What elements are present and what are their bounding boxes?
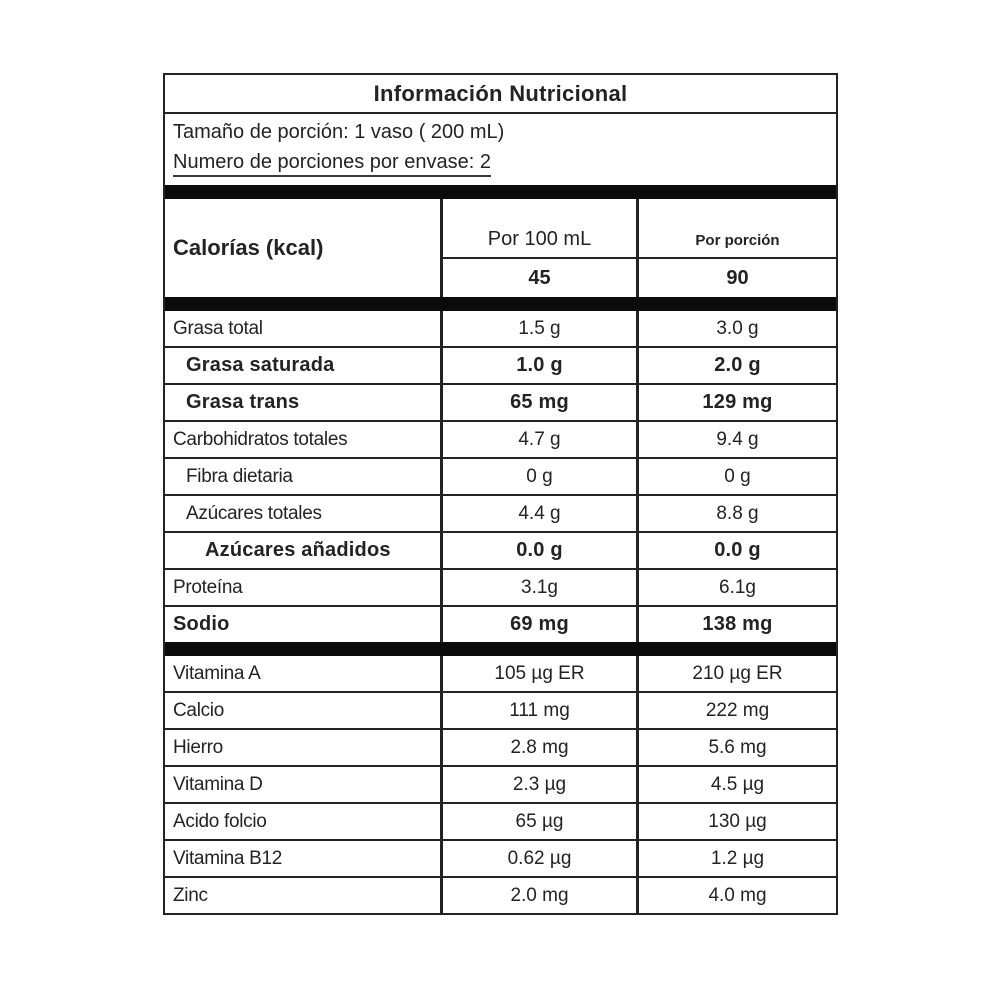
nutrient-value-per-100ml: 0.62 µg [443,841,639,876]
nutrient-row [165,346,836,383]
nutrient-row [165,311,836,346]
nutrient-value-per-100ml: 0 g [443,459,639,494]
nutrient-label: Hierro [165,730,443,765]
nutrient-value-per-portion: 130 µg [708,810,767,832]
nutrient-label: Proteína [165,570,443,605]
nutrient-value-per-100ml: 69 mg [443,607,639,642]
label-title: Información Nutricional [165,75,836,114]
nutrient-row [165,420,836,457]
nutrient-value-per-100ml: 111 mg [443,693,639,728]
nutrient-value-per-portion: 129 mg [702,391,773,413]
nutrient-label: Vitamina B12 [165,841,443,876]
nutrient-value-per-portion: 210 µg ER [692,662,783,684]
nutrient-row [165,568,836,605]
nutrient-value-per-100ml: 65 mg [443,385,639,420]
nutrient-row [165,494,836,531]
nutrient-row [165,876,836,913]
nutrient-value-per-100ml: 4.7 g [443,422,639,457]
per-portion-header: Por porción [639,199,836,259]
nutrient-label: Vitamina D [165,767,443,802]
nutrient-value-per-100ml: 1.0 g [443,348,639,383]
nutrient-label: Acido folcio [165,804,443,839]
per-100ml-header: Por 100 mL [443,199,639,259]
nutrient-row [165,691,836,728]
section-divider-bar-middle [165,297,836,311]
nutrient-label: Vitamina A [165,656,443,691]
nutrient-value-per-portion: 5.6 mg [708,736,767,758]
nutrient-row [165,728,836,765]
nutrient-value-per-portion: 0 g [724,465,751,487]
nutrient-value-per-100ml: 1.5 g [443,311,639,346]
nutrient-label: Zinc [165,878,443,913]
nutrients-section [165,311,836,642]
nutrient-value-per-portion: 2.0 g [714,354,761,376]
nutrient-label: Fibra dietaria [165,459,443,494]
nutrient-row [165,457,836,494]
nutrient-label: Grasa saturada [165,348,443,383]
nutrient-row [165,802,836,839]
nutrient-value-per-100ml: 65 µg [443,804,639,839]
nutrient-value-per-portion: 8.8 g [716,502,759,524]
nutrient-value-per-portion: 222 mg [705,699,770,721]
nutrient-value-per-portion: 6.1g [719,576,756,598]
nutrient-value-per-100ml: 2.0 mg [443,878,639,913]
calories-section [165,199,836,297]
calories-per-100ml-value: 45 [443,259,639,297]
nutrient-label: Azúcares añadidos [165,533,443,568]
nutrient-value-per-100ml: 0.0 g [443,533,639,568]
nutrient-value-per-portion: 4.5 µg [710,773,765,795]
nutrient-value-per-100ml: 105 µg ER [443,656,639,691]
nutrient-row [165,531,836,568]
section-divider-bar-bottom [165,642,836,656]
nutrient-value-per-portion: 0.0 g [714,539,761,561]
nutrient-value-per-portion: 9.4 g [716,428,759,450]
nutrient-label: Grasa trans [165,385,443,420]
calories-label: Calorías (kcal) [165,199,443,297]
nutrient-row [165,656,836,691]
nutrient-value-per-100ml: 4.4 g [443,496,639,531]
nutrient-value-per-portion: 4.0 mg [708,884,767,906]
servings-per-container-line: Numero de porciones por envase: 2 [173,151,491,177]
nutrient-value-per-100ml: 2.3 µg [443,767,639,802]
nutrient-value-per-100ml: 2.8 mg [443,730,639,765]
calories-per-portion-value: 90 [726,266,749,289]
nutrient-label: Sodio [165,607,443,642]
micronutrients-section [165,656,836,913]
serving-size-line: Tamaño de porción: 1 vaso ( 200 mL) [173,121,505,143]
nutrient-value-per-portion: 138 mg [702,613,773,635]
section-divider-bar-top [165,185,836,199]
nutrient-label: Azúcares totales [165,496,443,531]
nutrient-label: Calcio [165,693,443,728]
nutrient-row [165,765,836,802]
nutrient-label: Grasa total [165,311,443,346]
nutrient-row [165,605,836,642]
nutrient-value-per-portion: 1.2 µg [710,847,765,869]
serving-info [165,114,836,185]
nutrient-row [165,383,836,420]
nutrient-label: Carbohidratos totales [165,422,443,457]
nutrient-value-per-100ml: 3.1g [443,570,639,605]
nutrient-value-per-portion: 3.0 g [716,317,759,339]
nutrition-label [163,73,838,915]
nutrient-row [165,839,836,876]
